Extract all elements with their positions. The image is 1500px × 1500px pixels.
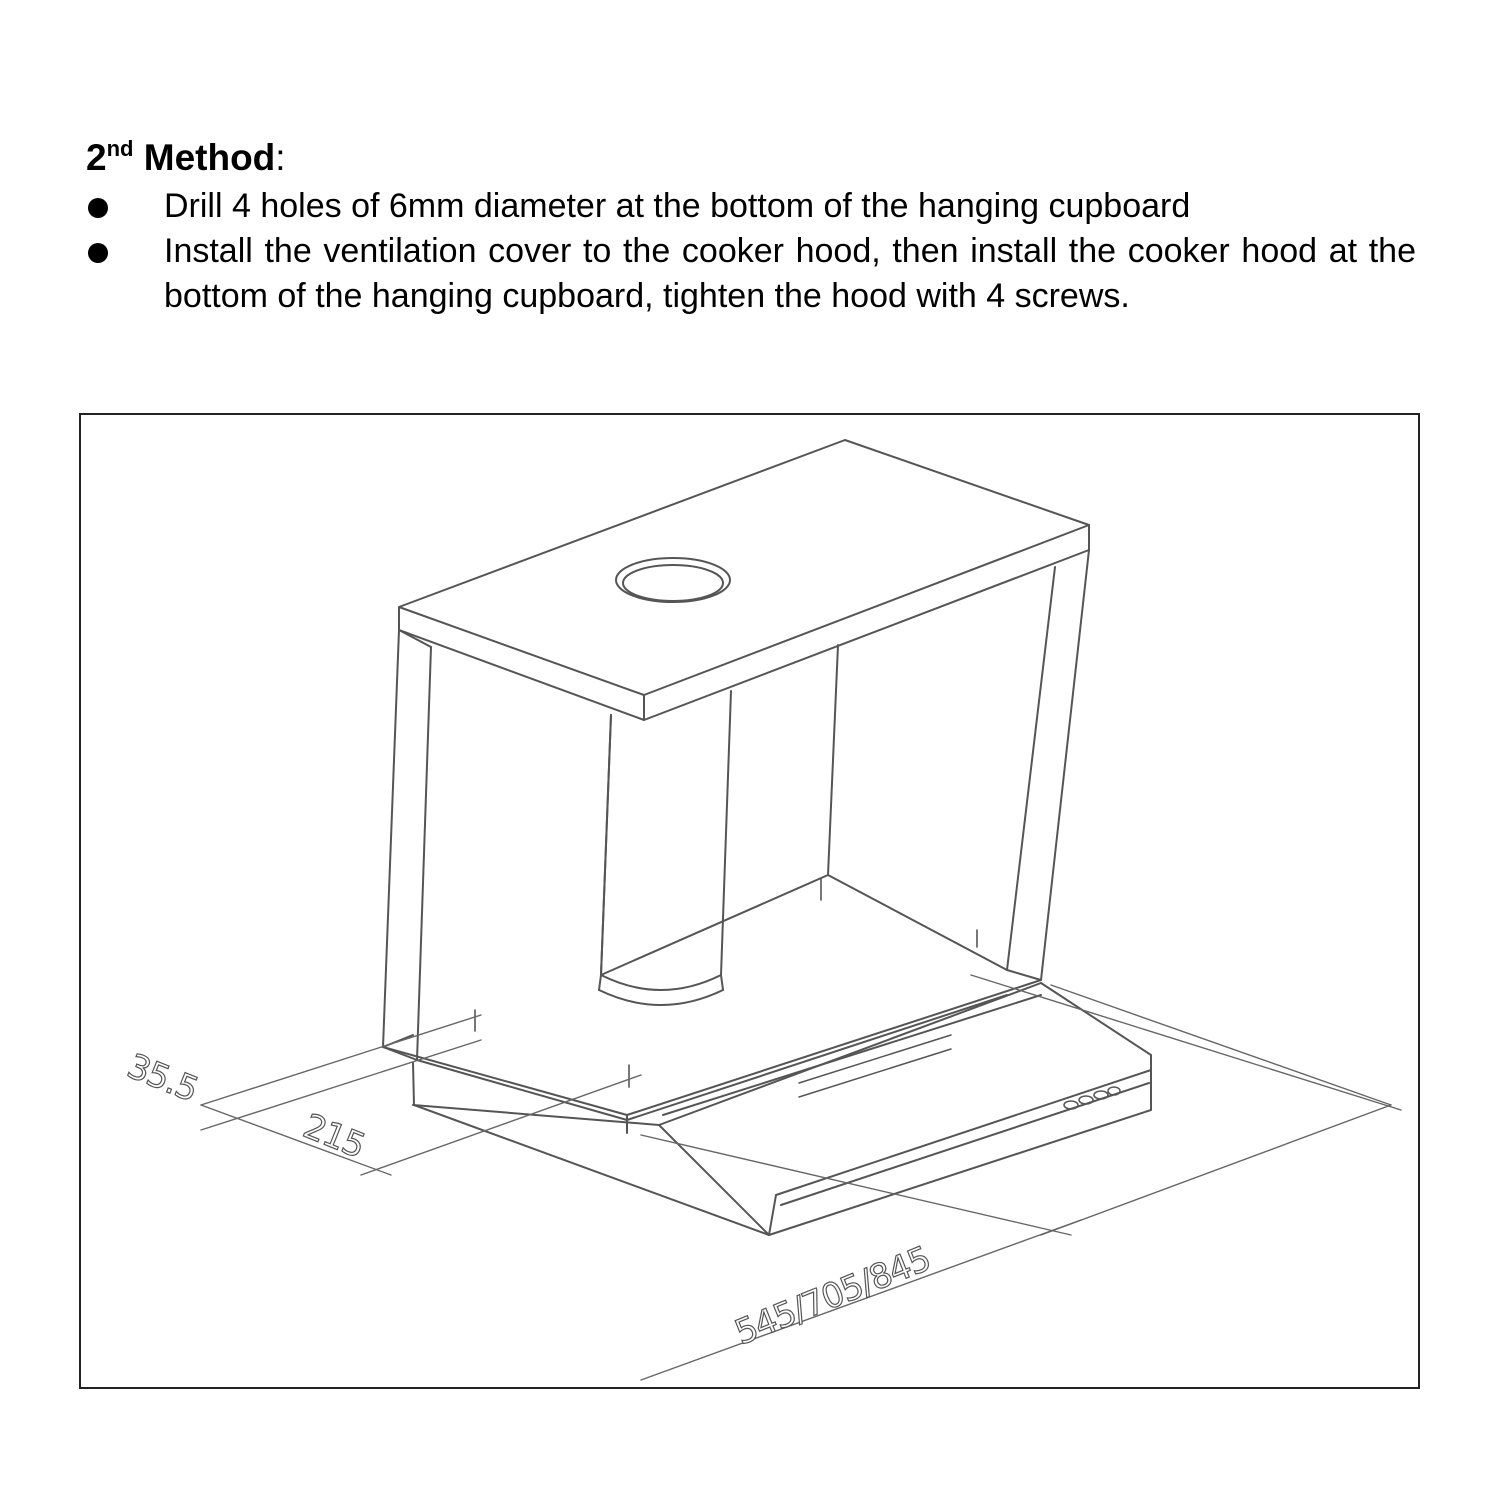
section-heading [86,136,286,180]
instruction-item [86,229,1416,319]
dimension-depth: 215 [297,1106,371,1167]
cupboard-left-panel [383,630,431,1060]
heading-colon: : [275,137,286,178]
instruction-text: Drill 4 holes of 6mm diameter at the bottom of the hanging cupboard [164,187,1191,225]
vent-hole-icon [616,558,730,602]
dimension-depth-offset: 35.5 [121,1046,204,1111]
cupboard-top-slab [399,440,1089,720]
heading-title: Method [143,137,276,178]
installation-drawing [81,415,1422,1391]
installation-drawing-frame [79,413,1420,1389]
instruction-list [86,184,1416,319]
cupboard-right-panel [1007,550,1089,980]
screw-markers [475,878,977,1087]
bullet-icon [88,243,108,263]
cupboard-interior-lines [601,645,1007,975]
heading-ordinal-suffix: nd [106,136,134,161]
chimney-duct [599,691,731,1005]
instruction-item [86,184,1416,229]
heading-ordinal: 2 [86,137,107,178]
cooker-hood-body [413,983,1151,1235]
instruction-text: Install the ventilation cover to the cooker hood, then install the cooker hood at the bottom of the hanging cupboard, tighten the hood with 4 screws. [164,232,1416,315]
dimension-width: 545/705/845 [729,1238,936,1354]
bullet-icon [88,198,108,218]
